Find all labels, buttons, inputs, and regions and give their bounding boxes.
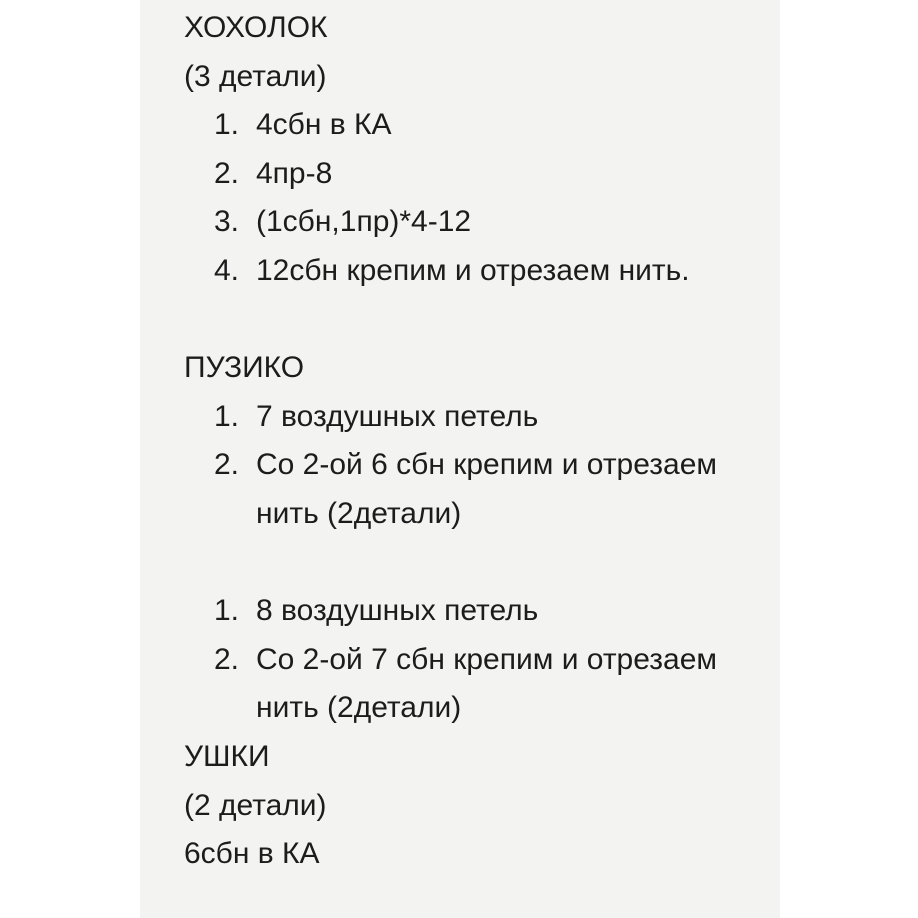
list-item [184, 150, 774, 199]
note-content[interactable] [184, 0, 774, 879]
list-number: 2. [214, 156, 240, 190]
list-number: 2. [214, 642, 240, 676]
belly-steps-list-b [184, 587, 774, 733]
list-number: 2. [214, 448, 240, 482]
list-item [184, 441, 774, 538]
list-item-text: 8 воздушных петель [256, 594, 539, 628]
list-number: 3. [214, 205, 240, 239]
list-item-text: (1сбн,1пр)*4-12 [256, 205, 472, 239]
list-number: 1. [214, 594, 240, 628]
list-item-text: 12сбн крепим и отрезаем нить. [256, 253, 690, 287]
list-number: 1. [214, 108, 240, 142]
list-number: 1. [214, 399, 240, 433]
list-number: 4. [214, 253, 240, 287]
list-item-text: 4сбн в КА [256, 108, 392, 142]
section-title-crest: ХОХОЛОК [184, 11, 328, 44]
list-item-text: 7 воздушных петель [256, 399, 539, 433]
blank-line [184, 296, 774, 345]
ears-first-line: 6сбн в КА [184, 837, 320, 871]
list-item [184, 636, 774, 733]
section-subtitle-crest: (3 детали) [184, 59, 327, 93]
belly-steps-list-a [184, 393, 774, 539]
section-subtitle-ears: (2 детали) [184, 788, 327, 822]
list-item [184, 101, 774, 150]
list-item [184, 393, 774, 442]
list-item [184, 198, 774, 247]
section-title-ears: УШКИ [184, 739, 270, 773]
list-item [184, 587, 774, 636]
section-title-belly: ПУЗИКО [184, 351, 305, 385]
list-item-text: Со 2-ой 6 сбн крепим и отрезаем нить (2детали) [256, 448, 718, 530]
crest-steps-list [184, 101, 774, 295]
list-item-text: 4пр-8 [256, 156, 333, 190]
note-paper [140, 0, 780, 918]
list-item-text: Со 2-ой 7 сбн крепим и отрезаем нить (2детали) [256, 642, 718, 725]
list-item [184, 247, 774, 296]
blank-line [184, 539, 774, 588]
